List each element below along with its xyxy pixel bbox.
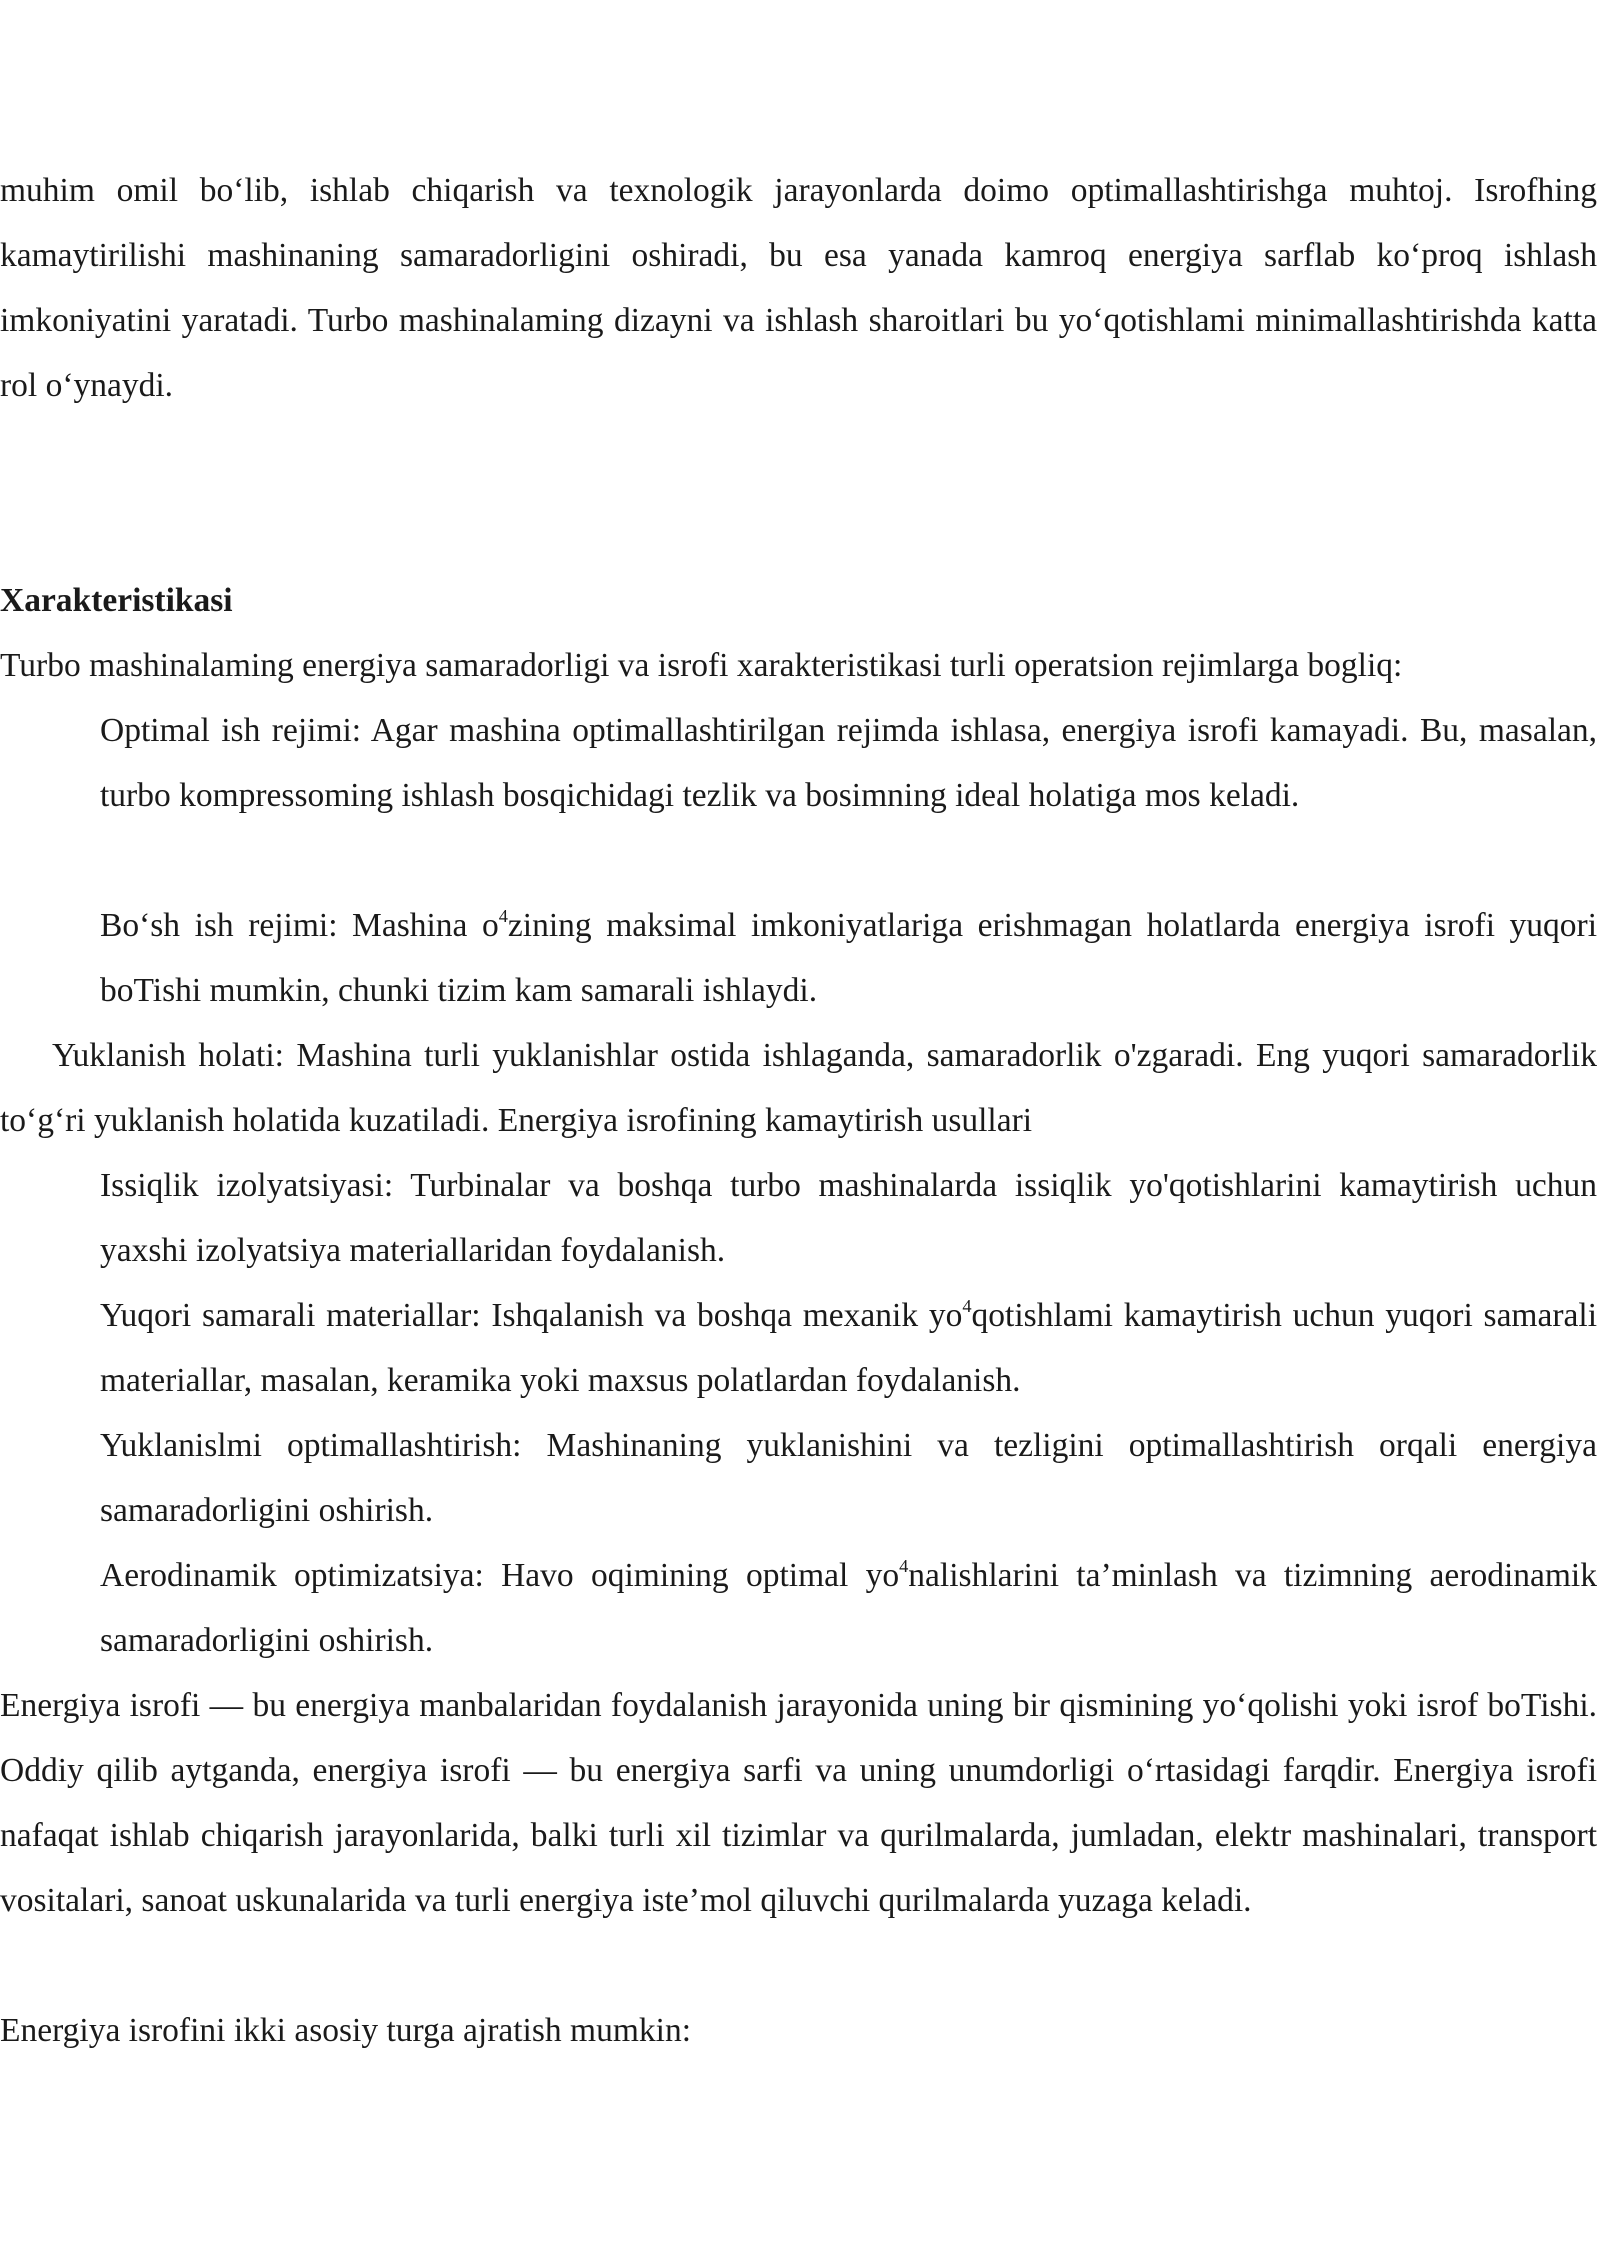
idle-mode-text-b: zining maksimal imkoniyatlariga erishmagan holatlarda energiya isrofi yuqori boTishi mumkin, chunki tizim kam samarali ishlaydi. bbox=[100, 907, 1598, 1009]
materials-text-a: Yuqori samarali materiallar: Ishqalanish va boshqa mexanik yo bbox=[100, 1297, 963, 1334]
paragraph-optimal-mode: Optimal ish rejimi: Agar mashina optimallashtirilgan rejimda ishlasa, energiya isrofi kamayadi. Bu, masalan, turbo kompressoming ishlash bosqichidagi tezlik va bosimning ideal holatiga mos keladi. bbox=[100, 712, 1597, 814]
paragraph-intro: muhim omil bo‘lib, ishlab chiqarish va texnologik jarayonlarda doimo optimallashtirishga muhtoj. Isrofhing kamaytirilishi mashinaning samaradorligini oshiradi, bu esa yanada kamroq energiya sarflab ko‘proq ishlash imkoniyatini yaratadi. Turbo mashinalaming dizayni va ishlash sharoitlari bu yo‘qotishlami minimallashtirishda katta rol o‘ynaydi. bbox=[0, 172, 1597, 404]
materials-text-b: qotishlami kamaytirish uchun yuqori samarali materiallar, masalan, keramika yoki maxsus polatlardan foydalanish. bbox=[100, 1297, 1597, 1399]
aerodynamic-text-a: Aerodinamik optimizatsiya: Havo oqimining optimal yo bbox=[100, 1557, 900, 1594]
paragraph-materials bbox=[100, 1283, 1597, 1413]
superscript: 4 bbox=[498, 906, 508, 927]
idle-mode-text-a: Bo‘sh ish rejimi: Mashina o bbox=[100, 907, 499, 944]
paragraph-characteristics: Turbo mashinalaming energiya samaradorligi va isrofi xarakteristikasi turli operatsion rejimlarga bogliq: bbox=[0, 647, 1403, 684]
section-heading: Xarakteristikasi bbox=[0, 582, 233, 619]
paragraph-load-optimization: Yuklanislmi optimallashtirish: Mashinaning yuklanishini va tezligini optimallashtirish orqali energiya samaradorligini oshirish. bbox=[100, 1427, 1597, 1529]
paragraph-energy-loss-types: Energiya isrofini ikki asosiy turga ajratish mumkin: bbox=[0, 2012, 692, 2049]
paragraph-aerodynamic bbox=[100, 1543, 1597, 1673]
aerodynamic-text-b: nalishlarini ta’minlash va tizimning aerodinamik samaradorligini oshirish. bbox=[100, 1557, 1597, 1659]
superscript: 4 bbox=[962, 1296, 972, 1317]
paragraph-thermal-insulation: Issiqlik izolyatsiyasi: Turbinalar va boshqa turbo mashinalarda issiqlik yo'qotishlarini kamaytirish uchun yaxshi izolyatsiya materiallaridan foydalanish. bbox=[100, 1167, 1597, 1269]
paragraph-load-state: Yuklanish holati: Mashina turli yuklanishlar ostida ishlaganda, samaradorlik o'zgaradi. Eng yuqori samaradorlik to‘g‘ri yuklanish holatida kuzatiladi. Energiya isrofining kamaytirish usullari bbox=[0, 1037, 1597, 1139]
paragraph-energy-loss-definition: Energiya isrofi — bu energiya manbalaridan foydalanish jarayonida uning bir qismining yo‘qolishi yoki isrof boTishi. Oddiy qilib aytganda, energiya isrofi — bu energiya sarfi va uning unumdorligi o‘rtasidagi farqdir. Energiya isrofi nafaqat ishlab chiqarish jarayonlarida, balki turli xil tizimlar va qurilmalarda, jumladan, elektr mashinalari, transport vositalari, sanoat uskunalarida va turli energiya iste’mol qiluvchi qurilmalarda yuzaga keladi. bbox=[0, 1687, 1597, 1919]
superscript: 4 bbox=[899, 1556, 909, 1577]
paragraph-idle-mode bbox=[100, 893, 1597, 1023]
